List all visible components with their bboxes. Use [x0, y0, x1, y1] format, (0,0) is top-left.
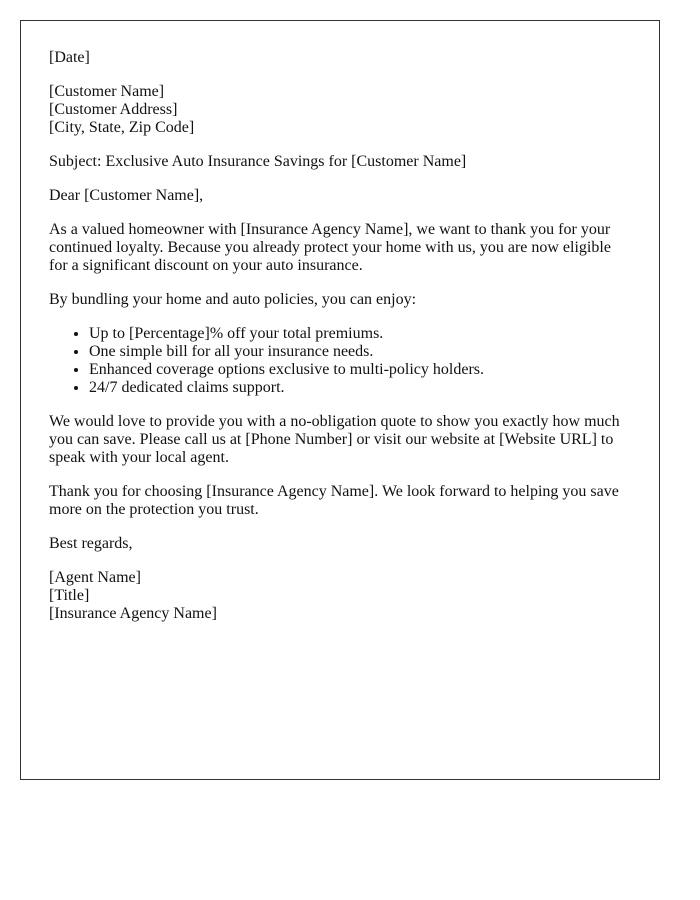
salutation: Dear [Customer Name],	[49, 187, 204, 204]
benefit-item: • One simple bill for all your insurance needs.	[89, 343, 631, 361]
thanks-paragraph: Thank you for choosing [Insurance Agency Name]. We look forward to helping you save more on the protection you trust.	[49, 483, 619, 518]
intro-paragraph: As a valued homeowner with [Insurance Agency Name], we want to thank you for your continued loyalty. Because you already protect your home with us, you are now eligible for a significant discount on your auto insurance.	[49, 221, 611, 274]
agent-title: [Title]	[49, 587, 90, 604]
agent-name: [Agent Name]	[49, 569, 141, 586]
recipient-name: [Customer Name]	[49, 83, 165, 100]
date-line: [Date]	[49, 49, 90, 66]
recipient-city-state-zip: [City, State, Zip Code]	[49, 119, 195, 136]
subject-line: Subject: Exclusive Auto Insurance Savings for [Customer Name]	[49, 153, 467, 170]
agency-name: [Insurance Agency Name]	[49, 605, 217, 622]
signature-block	[49, 569, 631, 623]
benefit-item: • Up to [Percentage]% off your total premiums.	[89, 325, 631, 343]
benefit-item: • 24/7 dedicated claims support.	[89, 379, 631, 397]
quote-paragraph: We would love to provide you with a no-obligation quote to show you exactly how much you can save. Please call us at [Phone Number] or visit our website at [Website URL] to speak with your local agent.	[49, 413, 620, 466]
recipient-block	[49, 83, 631, 137]
benefits-list	[49, 325, 631, 397]
letter-page	[20, 20, 660, 780]
bundle-lead-paragraph: By bundling your home and auto policies, you can enjoy:	[49, 291, 417, 308]
closing: Best regards,	[49, 535, 133, 552]
benefit-item: • Enhanced coverage options exclusive to multi-policy holders.	[89, 361, 631, 379]
recipient-address: [Customer Address]	[49, 101, 178, 118]
